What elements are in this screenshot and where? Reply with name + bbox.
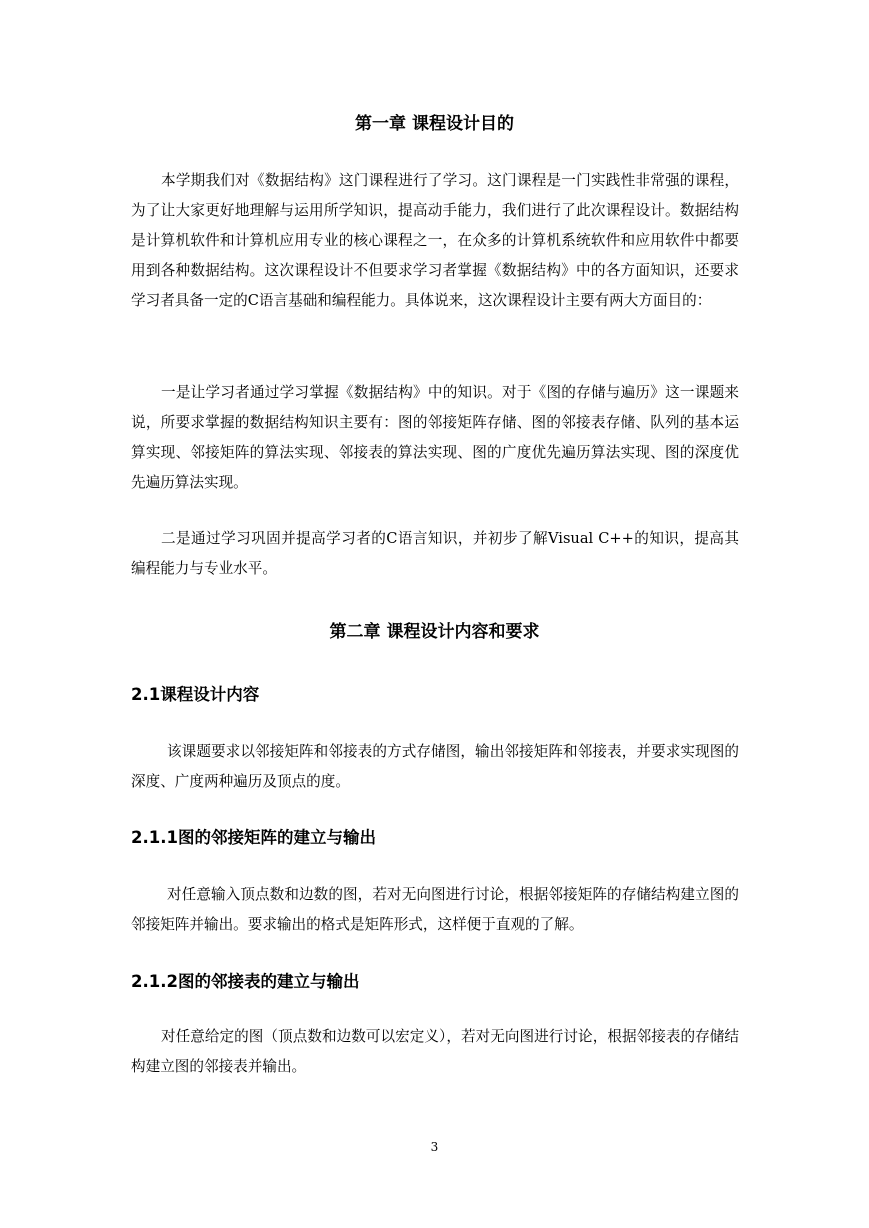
chapter-1-title: 第一章 课程设计目的 bbox=[355, 114, 514, 134]
section-2-1-1-title: 2.1.1图的邻接矩阵的建立与输出 bbox=[131, 828, 376, 847]
section-2-1-2-paragraph: 对任意给定的图（顶点数和边数可以宏定义），若对无向图进行讨论，根据邻接表的存储结构建立图的邻接表并输出。 bbox=[131, 1028, 739, 1075]
page-number: 3 bbox=[430, 1140, 439, 1154]
section-2-1-paragraph: 该课题要求以邻接矩阵和邻接表的方式存储图，输出邻接矩阵和邻接表，并要求实现图的深度、广度两种遍历及顶点的度。 bbox=[131, 743, 739, 790]
section-2-1-1-paragraph: 对任意输入顶点数和边数的图，若对无向图进行讨论，根据邻接矩阵的存储结构建立图的邻接矩阵并输出。要求输出的格式是矩阵形式，这样便于直观的了解。 bbox=[131, 886, 739, 933]
chapter-1-paragraph-2: 一是让学习者通过学习掌握《数据结构》中的知识。对于《图的存储与遍历》这一课题来说，所要求掌握的数据结构知识主要有：图的邻接矩阵存储、图的邻接表存储、队列的基本运算实现、邻接矩阵的算法实现、邻接表的算法实现、图的广度优先遍历算法实现、图的深度优先遍历算法实现。 bbox=[131, 384, 739, 491]
chapter-2-title: 第二章 课程设计内容和要求 bbox=[329, 622, 540, 642]
chapter-1-paragraph-3: 二是通过学习巩固并提高学习者的C语言知识，并初步了解Visual C++的知识，提高其编程能力与专业水平。 bbox=[131, 530, 739, 577]
section-2-1-title: 2.1课程设计内容 bbox=[131, 685, 260, 704]
chapter-1-paragraph-1: 本学期我们对《数据结构》这门课程进行了学习。这门课程是一门实践性非常强的课程，为了让大家更好地理解与运用所学知识，提高动手能力，我们进行了此次课程设计。数据结构是计算机软件和计算机应用专业的核心课程之一，在众多的计算机系统软件和应用软件中都要用到各种数据结构。这次课程设计不但要求学习者掌握《数据结构》中的各方面知识，还要求学习者具备一定的C语言基础和编程能力。具体说来，这次课程设计主要有两大方面目的： bbox=[131, 172, 739, 309]
section-2-1-2-title: 2.1.2图的邻接表的建立与输出 bbox=[131, 972, 360, 991]
